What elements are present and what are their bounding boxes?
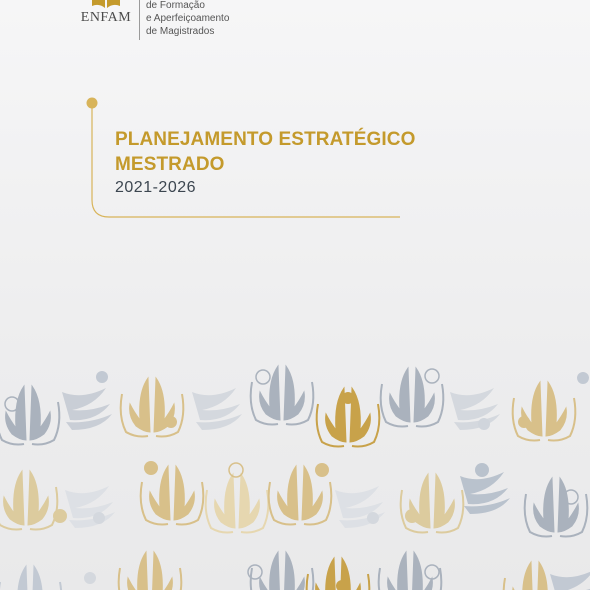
pattern-row-3: [0, 552, 590, 590]
circle-icon: [425, 369, 439, 383]
dot-icon: [518, 416, 530, 428]
figure-swoosh-icon: [460, 472, 510, 514]
document-title: PLANEJAMENTO ESTRATÉGICO: [115, 129, 416, 150]
dot-icon: [475, 463, 489, 477]
institution-name-line: de Formação: [146, 0, 205, 11]
open-book-icon: [381, 368, 444, 427]
open-book-icon: [251, 552, 314, 590]
logo-acronym: ENFAM: [80, 10, 132, 25]
pattern-row-2: [0, 461, 587, 537]
open-book-icon: [401, 474, 464, 533]
document-subtitle: MESTRADO: [115, 154, 225, 175]
open-book-icon: [0, 566, 61, 590]
figure-swoosh-icon: [192, 388, 242, 430]
open-book-icon: [206, 474, 269, 533]
open-book-icon: [525, 478, 588, 537]
circle-icon: [256, 370, 270, 384]
open-book-icon: [119, 552, 182, 590]
institution-name-line: de Magistrados: [146, 26, 215, 37]
logo-divider: [139, 0, 140, 40]
figure-swoosh-icon: [62, 388, 112, 430]
figure-swoosh-icon: [550, 570, 590, 590]
dot-icon: [96, 371, 108, 383]
dot-icon: [478, 418, 490, 430]
open-book-icon: [379, 552, 442, 590]
dot-icon: [165, 416, 177, 428]
dot-icon: [577, 372, 589, 384]
dot-icon: [315, 463, 329, 477]
dot-icon: [93, 512, 105, 524]
dot-icon: [405, 509, 419, 523]
dot-icon: [367, 512, 379, 524]
figure-swoosh-icon: [450, 388, 500, 430]
dot-icon: [84, 572, 96, 584]
dot-icon: [144, 461, 158, 475]
title-block: [115, 127, 415, 197]
open-book-icon: [0, 471, 57, 530]
dot-icon: [53, 509, 67, 523]
figure-swoosh-icon: [65, 486, 115, 528]
open-book-icon: [121, 378, 184, 437]
open-book-icon: [0, 386, 59, 445]
open-book-icon: [251, 366, 314, 425]
institution-name-line: e Aperfeiçoamento: [146, 13, 230, 24]
decorative-pattern: [0, 340, 590, 590]
pattern-row-1: [0, 366, 589, 447]
open-book-icon: [513, 382, 576, 441]
dot-icon: [342, 392, 354, 404]
circle-icon: [229, 463, 243, 477]
institution-logo: [76, 0, 276, 46]
document-years: 2021-2026: [115, 179, 197, 196]
institution-name: [146, 0, 229, 38]
frame-dot: [87, 98, 98, 109]
